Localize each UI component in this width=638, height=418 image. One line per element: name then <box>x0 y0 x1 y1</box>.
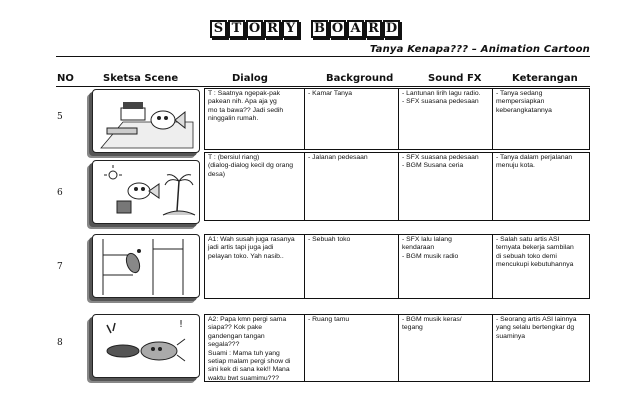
sketch-panel-7 <box>92 234 200 298</box>
sketch-panel-6 <box>92 160 200 224</box>
keterangan-cell: - Salah satu artis ASI ternyata bekerja sambilan di sebuah toko demi mencukupi kebutuhannya <box>492 234 590 299</box>
sketch-bedroom-packing <box>93 90 199 152</box>
title-letter: R <box>264 20 281 38</box>
sketch-panel-5 <box>92 89 200 153</box>
background-cell: - Kamar Tanya <box>304 88 399 150</box>
dialog-cell: A2: Papa kmn pergi sama siapa?? Kok pake gandengan tangan segala??? Suami : Mama tuh yang setiap malam pergi show di sini kek di sana kek!! Mana waktu bwt suamimu??? <box>204 314 305 382</box>
subtitle: Tanya Kenapa??? – Animation Cartoon <box>369 44 590 55</box>
svg-text:!: ! <box>179 319 184 330</box>
dialog-cell: A1: Wah susah juga rasanya jadi artis tapi juga jadi pelayan toko. Yah nasib.. <box>204 234 305 299</box>
title-letter: O <box>329 20 346 38</box>
header-background: Background <box>326 73 394 84</box>
storyboard-title <box>210 20 400 38</box>
background-cell: - Jalanan pedesaan <box>304 152 399 221</box>
row-number: 8 <box>57 338 63 348</box>
dialog-cell: T : (bersiul riang) (dialog-dialog kecil dg orang desa) <box>204 152 305 221</box>
title-letter: D <box>383 20 400 38</box>
title-letter: B <box>311 20 328 38</box>
sound-cell: - Lantunan lirih lagu radio. - SFX suasana pedesaan <box>398 88 493 150</box>
keterangan-cell: - Tanya sedang mempersiapkan keberangkatannya <box>492 88 590 150</box>
keterangan-cell: - Seorang artis ASI lainnya yang selalu bertengkar dg suaminya <box>492 314 590 382</box>
sound-cell: - BGM musik keras/ tegang <box>398 314 493 382</box>
header-keterangan: Keterangan <box>512 73 578 84</box>
sketch-panel-8 <box>92 314 200 378</box>
header-dialog: Dialog <box>232 73 268 84</box>
header-divider <box>56 86 590 87</box>
title-letter: A <box>347 20 364 38</box>
header-sound: Sound FX <box>428 73 482 84</box>
title-letter: T <box>228 20 245 38</box>
sketch-shop <box>93 235 199 297</box>
keterangan-cell: - Tanya dalam perjalanan menuju kota. <box>492 152 590 221</box>
background-cell: - Ruang tamu <box>304 314 399 382</box>
sound-cell: - SFX lalu lalang kendaraan - BGM musik radio <box>398 234 493 299</box>
title-rule <box>56 56 590 57</box>
background-cell: - Sebuah toko <box>304 234 399 299</box>
sound-cell: - SFX suasana pedesaan - BGM Susana ceria <box>398 152 493 221</box>
row-number: 6 <box>57 188 63 198</box>
sketch-living-room <box>93 315 199 377</box>
title-letter: O <box>246 20 263 38</box>
header-sketch: Sketsa Scene <box>103 73 179 84</box>
sketch-village-road <box>93 161 199 223</box>
title-letter: Y <box>282 20 299 38</box>
title-letter: R <box>365 20 382 38</box>
title-letter: S <box>210 20 227 38</box>
row-number: 7 <box>57 262 63 272</box>
row-number: 5 <box>57 112 63 122</box>
header-no: NO <box>57 73 74 84</box>
dialog-cell: T : Saatnya ngepak-pak pakean nih. Apa aja yg mo ta bawa?? Jadi sedih ninggalin rumah. <box>204 88 305 150</box>
